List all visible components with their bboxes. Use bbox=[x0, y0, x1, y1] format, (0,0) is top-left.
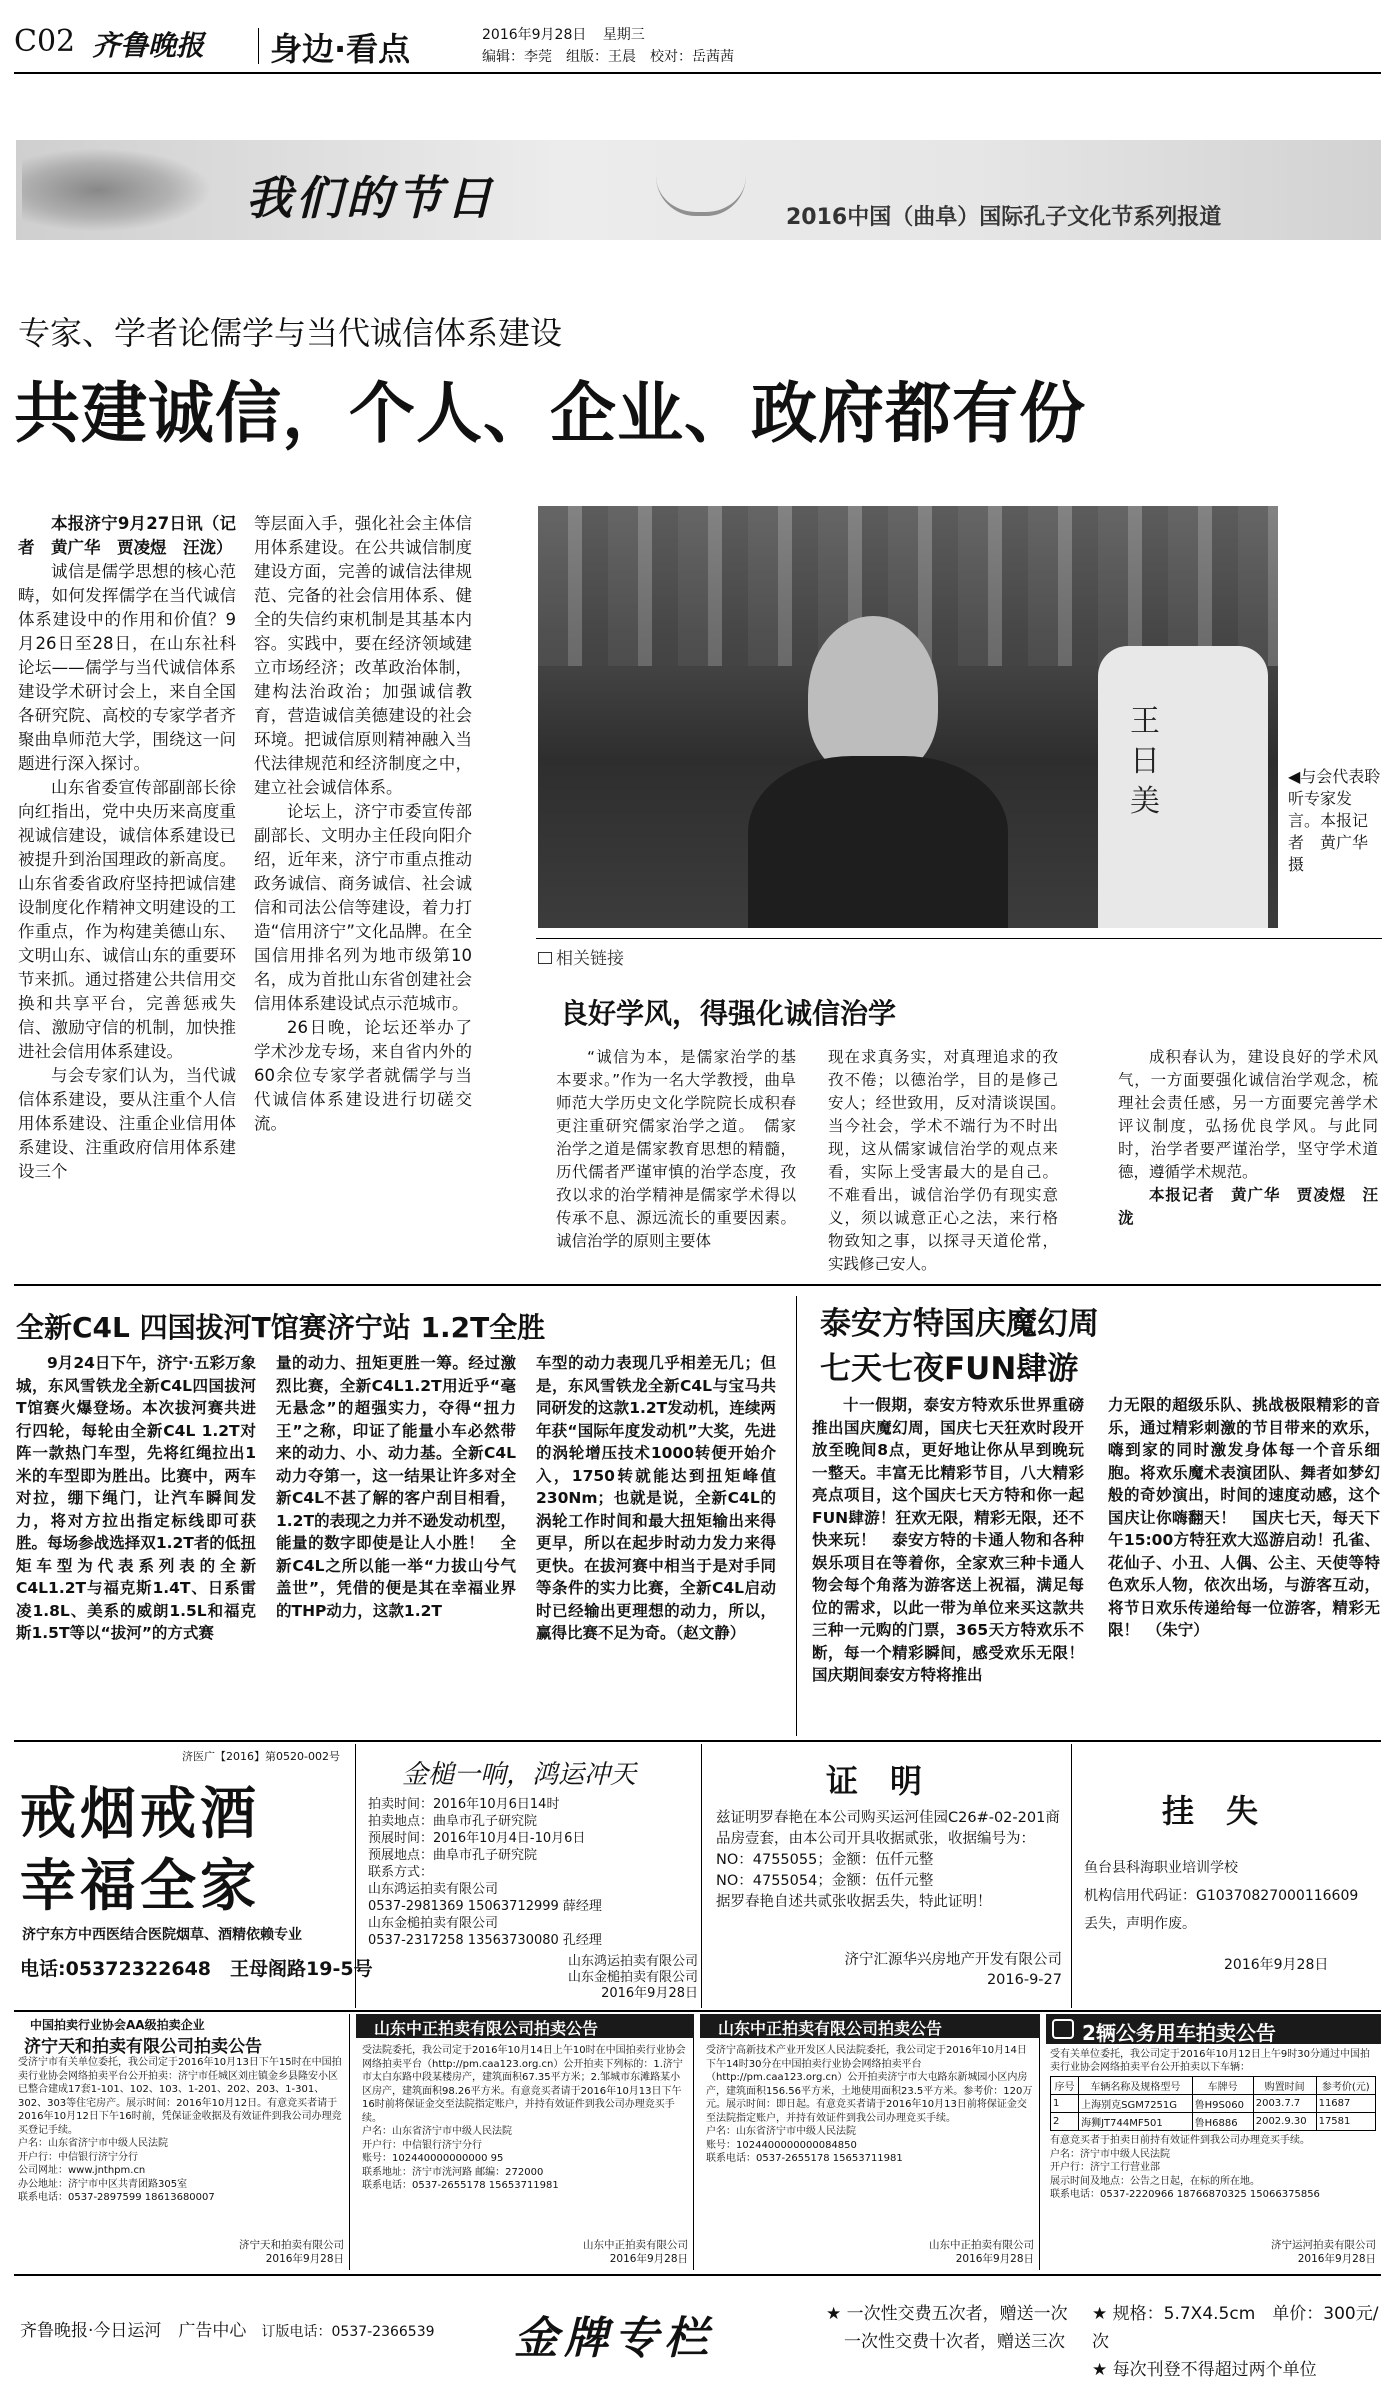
ad-sign: 济宁汇源华兴房地产开发有限公司 2016-9-27 bbox=[844, 1952, 1062, 1988]
weekday-text: 星期三 bbox=[602, 27, 645, 43]
auction-tianhe bbox=[14, 2014, 350, 2270]
vehicle-table-header: 参考价(元) bbox=[1316, 2077, 1375, 2095]
lead-headline: 共建诚信，个人、企业、政府都有份 bbox=[14, 375, 1086, 452]
sidebar-column-1: “诚信为本，是儒家治学的基本要求。”作为一名大学教授，曲阜师范大学历史文化学院院长成积春更注重研究儒家治学之道。 儒家治学之道是儒家教育思想的精髓，历代儒者严谨审慎的治学态度，孜孜以求的治学精神是儒家学术得以传承不息、源远流长的重要因素。诚信治学的原则主要体 bbox=[556, 1048, 796, 1250]
table-row bbox=[1051, 2113, 1376, 2131]
ad-auction-hammer bbox=[362, 1744, 702, 2008]
section-title: 身边·看点 bbox=[270, 30, 411, 68]
photo-chair-cover bbox=[1098, 646, 1268, 928]
footer bbox=[14, 2280, 1381, 2380]
table-cell: 鲁H6886 bbox=[1192, 2113, 1253, 2131]
chariot-art bbox=[656, 166, 746, 216]
lead-column-2 bbox=[254, 512, 472, 1136]
car-icon bbox=[1052, 2019, 1074, 2039]
auction-sign: 山东中正拍卖有限公司 2016年9月28日 bbox=[583, 2239, 688, 2265]
lead-column-1 bbox=[18, 512, 236, 1184]
sidebar-paragraph: 成积春认为，建设良好的学术风气，一方面要强化诚信治学观念，梳理社会责任感，另一方面要完善学术评议制度，弘扬优良学风。与此同时，治学者要严谨治学，坚守学术道德，遵循学术规范。 bbox=[1118, 1048, 1378, 1181]
table-cell: 1 bbox=[1051, 2095, 1079, 2113]
auction-body: 受法院委托，我公司定于2016年10月14日上午10时在中国拍卖行业协会网络拍卖平台（http://pm.caa123.org.cn）公开拍卖下列标的：1.济宁市太白东路中段某楼房产，建筑面积67.35平方米；2.邹城市东滩路某小区房产，建筑面积98.26平方米。有意竞买者请于2016年10月13日下午16时前将保证金交至法院指定账户，并持有效证件到我公司办理竞买手续。 户名：山东省济宁市中级人民法院 开户行：中信银行济宁分行 账号：102440000000000 95 联系地址：济宁市洸河路 邮编：272000 联系电话：0537-2655178 15653711981 bbox=[362, 2045, 686, 2191]
news2-headline-line: 七天七夜FUN肆游 bbox=[820, 1351, 1079, 1387]
lead-paragraph: 诚信是儒学思想的核心范畴，如何发挥儒学在当代诚信体系建设中的作用和价值？9月26日至28日，在山东社科论坛——儒学与当代诚信体系建设学术研讨会上，来自全国各研究院、高校的专家学者齐聚曲阜师范大学，围绕这一问题进行深入探讨。 bbox=[18, 562, 236, 773]
footer-phone: 订版电话：0537-2366539 bbox=[261, 2324, 435, 2340]
ad-title: 戒烟戒酒 bbox=[20, 1782, 260, 1847]
paper-logo: 齐鲁晚报 bbox=[92, 29, 205, 62]
table-cell: 11687 bbox=[1316, 2095, 1375, 2113]
auction-title-bar bbox=[700, 2014, 1040, 2038]
news1-column: 车型的动力表现几乎相差无几；但是，东风雪铁龙全新C4L与宝马共同研发的这款1.2T发动机，连续两年获“国际年度发动机”大奖，先进的涡轮增压技术1000转便开始介入，1750转就能达到扭矩峰值230Nm；也就是说，全新C4L的涡轮工作时间和最大扭矩输出来得更早，所以在起步时动力发力来得更快。在拔河赛中相当于是对手同等条件的实力比赛，全新C4L启动时已经输出更理想的动力，所以，赢得比赛不足为奇。（赵文静） bbox=[536, 1354, 776, 1642]
auction-sign: 济宁天和拍卖有限公司 2016年9月28日 bbox=[239, 2239, 344, 2265]
auction-head: 中国拍卖行业协会AA级拍卖企业 bbox=[30, 2018, 205, 2032]
photo-caption: ◀与会代表聆听专家发言。本报记者 黄广华 摄 bbox=[1288, 767, 1385, 874]
lead-paragraph: 与会专家们认为，当代诚信体系建设，要从注重个人信用体系建设、注重企业信用体系建设、注重政府信用体系建设三个 bbox=[18, 1066, 236, 1181]
news2-headline-line: 泰安方特国庆魔幻周 bbox=[820, 1306, 1099, 1342]
auction-title: 济宁天和拍卖有限公司拍卖公告 bbox=[24, 2037, 262, 2057]
footer-left bbox=[20, 2316, 435, 2341]
issue-date bbox=[482, 24, 645, 44]
banner-title: 我们的节日 bbox=[246, 171, 496, 225]
auction-title: 2辆公务用车拍卖公告 bbox=[1082, 2021, 1276, 2045]
auction-vehicles bbox=[1046, 2014, 1381, 2270]
auction-title-bar bbox=[1046, 2014, 1381, 2044]
ad-sign: 山东鸿运拍卖有限公司 山东金槌拍卖有限公司 2016年9月28日 bbox=[567, 1954, 698, 2001]
spec-line: ★ 规格：5.7X4.5cm 单价：300元/次 bbox=[1092, 2304, 1379, 2352]
ad-org: 济宁东方中西医结合医院烟草、酒精依赖专业 bbox=[22, 1927, 302, 1943]
lead-kicker: 专家、学者论儒学与当代诚信体系建设 bbox=[18, 314, 563, 352]
news2-column: 十一假期，泰安方特欢乐世界重磅推出国庆魔幻周，国庆七天狂欢时段开放至晚间8点，更好地让你从早到晚玩一整天。丰富无比精彩节目，八大精彩亮点项目，这个国庆七天方特和你一起FUN肆游！狂欢无限，精彩无限，还不快来玩！ 泰安方特的卡通人物和各种娱乐项目在等着你，全家欢三种卡通人物会每个角落为游客送上祝福，满足每位的需求，以此一带为单位来买这款共三种一元购的门票，365天方特欢乐不断，每一个精彩瞬间，感受欢乐无限！ 国庆期间泰安方特将推出 bbox=[812, 1396, 1100, 1684]
photo-name-tag: 王日美 bbox=[1130, 704, 1160, 819]
lead-paragraph: 26日晚，论坛还举办了学术沙龙专场，来自省内外的60余位专家学者就儒学与当代诚信体系建设进行切磋交流。 bbox=[254, 1018, 472, 1133]
auction-title: 山东中正拍卖有限公司拍卖公告 bbox=[374, 2019, 599, 2038]
auction-title-bar bbox=[356, 2014, 694, 2038]
auction-body: 受济宁高新技术产业开发区人民法院委托，我公司定于2016年10月14日下午14时30分在中国拍卖行业协会网络拍卖平台（http://pm.caa123.org.cn）公开拍卖济宁市大屯路东新城园小区内房产，建筑面积156.56平方米，土地使用面积23.5平方米。参考价：120万元。展示时间：即日起。有意竞买者请于2016年10月13日前将保证金交至法院指定账户，并持有效证件到我公司办理竞买手续。 户名：山东省济宁市中级人民法院 账号：1024400000000084850 联系电话：0537-2655178 15653711981 bbox=[706, 2045, 1033, 2164]
news1-column: 9月24日下午，济宁·五彩万象城，东风雪铁龙全新C4L四国拔河T馆赛火爆登场。本次拔河赛共进行四轮，每轮由全新C4L 1.2T对阵一款热门车型，先将红绳拉出1米的车型即为胜出。比赛中，两车对拉，绷下绳门，让汽车瞬间发力，将对方拉出指定标线即可获胜。每场参战选择双1.2T者的低扭矩车型为代表系列表的全新C4L1.2T与福克斯1.4T、日系雷凌1.8L、美系的威朗1.5L和福克斯1.5T等以“拔河”的方式赛 bbox=[16, 1354, 256, 1642]
lead-paragraph: 等层面入手，强化社会主体信用体系建设。在公共诚信制度建设方面，完善的诚信法律规范、完备的社会信用体系、健全的失信约束机制是其基本内容。实践中，要在经济领域建立市场经济；改革政治体制，建构法治政治；加强诚信教育，营造诚信美德建设的社会环境。把诚信原则精神融入当代法律规范和经济制度之中，建立社会诚信体系。 bbox=[254, 514, 472, 797]
related-tag bbox=[538, 944, 624, 969]
lead-paragraph: 山东省委宣传部副部长徐向红指出，党中央历来高度重视诚信建设，诚信体系建设已被提升到治国理政的新高度。山东省委省政府坚持把诚信建设制度化作精神文明建设的工作重点，作为构建美德山东、文明山东、诚信山东的重要环节来抓。通过搭建公共信用交换和共享平台，完善惩戒失信、激励守信的机制，加快推进社会信用体系建设。 bbox=[18, 778, 236, 1061]
table-cell: 17581 bbox=[1316, 2113, 1375, 2131]
auction-intro: 受有关单位委托，我公司定于2016年10月12日上午9时30分通过中国拍卖行业协会网络拍卖平台公开拍卖以下车辆： bbox=[1050, 2049, 1370, 2073]
ad-body: 鱼台县科海职业培训学校 机构信用代码证：G10370827000116609 丢失，声明作废。 bbox=[1084, 1860, 1359, 1932]
news1-column: 量的动力、扭矩更胜一筹。经过激烈比赛，全新C4L1.2T用近乎“毫无悬念”的超强实力，夺得“扭力王”之称，印证了能量小车必然带来的动力、小、动力基。全新C4L动力夺第一，这一结果让许多对全新C4L不甚了解的客户刮目相看，1.2T的表现之力并不逊发动机型，能量的数字即使是让人小胜！ 全新C4L之所以能一举“力拔山兮气盖世”，凭借的便是其在幸福业界的THP动力，这款1.2T bbox=[276, 1354, 516, 1620]
ad-license-no: 济医广【2016】第0520-002号 bbox=[182, 1750, 340, 1763]
ad-title: 证 明 bbox=[826, 1762, 923, 1800]
spec-line: ★ 每次刊登不得超过两个单位 bbox=[1092, 2360, 1317, 2380]
sidebar-byline: 本报记者 黄广华 贾凌煜 汪泷 bbox=[1118, 1186, 1378, 1227]
ad-body: 拍卖时间：2016年10月6日14时 拍卖地点：曲阜市孔子研究院 预展时间：2016年10月4日-10月6日 预展地点：曲阜市孔子研究院 联系方式： 山东鸿运拍卖有限公司 0537-2981369 15063712999 薛经理 山东金槌拍卖有限公司 0537-2317258 13563730080 孔经理 bbox=[368, 1797, 602, 1948]
brush-art bbox=[22, 148, 212, 232]
auction-body: 有意竞买者于拍卖日前持有效证件到我公司办理竞买手续。 户名：济宁市中级人民法院 开户行：济宁工行营业部 展示时间及地点：公告之日起，在标的所在地。 联系电话：0537-2220966 18766870325 15066375856 bbox=[1050, 2135, 1320, 2200]
photo-body bbox=[748, 756, 1008, 928]
ad-phone: 电话:05372322648 王母阁路19-5号 bbox=[20, 1958, 373, 1980]
vehicle-table bbox=[1050, 2076, 1376, 2131]
auction-sign: 济宁运河拍卖有限公司 2016年9月28日 bbox=[1271, 2239, 1376, 2265]
date-text: 2016年9月28日 bbox=[482, 27, 587, 43]
table-cell: 海狮JT744MF501 bbox=[1079, 2113, 1193, 2131]
vehicle-table-header: 车牌号 bbox=[1192, 2077, 1253, 2095]
footer-spec bbox=[1092, 2300, 1381, 2384]
banner-subtitle: 2016中国（曲阜）国际孔子文化节系列报道 bbox=[786, 205, 1222, 230]
table-cell: 鲁H9S060 bbox=[1192, 2095, 1253, 2113]
table-row bbox=[1051, 2095, 1376, 2113]
table-cell: 2002.9.30 bbox=[1253, 2113, 1316, 2131]
table-cell: 2 bbox=[1051, 2113, 1079, 2131]
footer-logo: 金牌专栏 bbox=[514, 2313, 714, 2364]
table-cell: 2003.7.7 bbox=[1253, 2095, 1316, 2113]
masthead bbox=[0, 0, 1395, 72]
auction-zhongzheng-1 bbox=[356, 2014, 694, 2270]
vehicle-table-header: 购置时间 bbox=[1253, 2077, 1316, 2095]
related-tag-label: 相关链接 bbox=[556, 949, 624, 969]
sidebar-column-2: 现在求真务实，对真理追求的孜孜不倦；以德治学，目的是修己安人；经世致用，反对清谈误国。 当今社会，学术不端行为不时出现，这从儒家诚信治学的观点来看，实际上受害最大的是自己。不难看出，诚信治学仍有现实意义，须以诚意正心之法，来行格物致知之事，以探寻天道伦常，实践修己安人。 bbox=[828, 1048, 1074, 1273]
ad-body: 兹证明罗春艳在本公司购买运河佳园C26#-02-201商品房壹套，由本公司开具收据贰张，收据编号为： NO：4755055；金额：伍仟元整 NO：4755054；金额：伍仟元整 据罗春艳自述共贰张收据丢失，特此证明！ bbox=[716, 1810, 1060, 1910]
lead-byline: 本报济宁9月27日讯（记者 黄广华 贾凌煜 汪泷） bbox=[18, 514, 236, 557]
editor-line: 编辑：李莞 组版：王晨 校对：岳茜茜 bbox=[482, 49, 734, 65]
ad-title: 幸福全家 bbox=[20, 1854, 260, 1919]
auction-zhongzheng-2 bbox=[700, 2014, 1040, 2270]
ad-title: 挂 失 bbox=[1162, 1792, 1259, 1830]
news2-column: 力无限的超级乐队、挑战极限精彩的音乐，通过精彩刺激的节目带来的欢乐，嗨到家的同时激发身体每一个音乐细胞。将欢乐魔术表演团队、舞者如梦幻般的奇妙演出，时间的速度动感，这个国庆让你嗨翻天！ 国庆七天，每天下午15:00方特狂欢大巡游启动！孔雀、花仙子、小丑、人偶、公主、天使等特色欢乐人物，依次出场，与游客互动，将节日欢乐传递给每一位游客，精彩无限！ （朱宁） bbox=[1108, 1396, 1380, 1639]
lead-paragraph: 论坛上，济宁市委宣传部副部长、文明办主任段向阳介绍，近年来，济宁市重点推动政务诚信、商务诚信、社会诚信和司法公信等建设，着力打造“信用济宁”文化品牌。在全国信用排名列为地市级第10名，成为首批山东省创建社会信用体系建设试点示范城市。 bbox=[254, 802, 472, 1013]
ad-quit-smoking bbox=[14, 1744, 373, 2008]
vehicle-table-header: 车辆名称及规格型号 bbox=[1079, 2077, 1193, 2095]
sidebar-column-3 bbox=[1118, 1046, 1378, 1230]
vehicle-table-head bbox=[1051, 2077, 1376, 2095]
promo-line: 一次性交费十次者，赠送三次 bbox=[844, 2332, 1065, 2352]
sidebar-headline: 良好学风，得强化诚信治学 bbox=[560, 997, 897, 1030]
footer-brand: 齐鲁晚报·今日运河 广告中心 bbox=[20, 2321, 247, 2341]
ad-title: 金槌一响，鸿运冲天 bbox=[402, 1760, 637, 1790]
footer-promo bbox=[826, 2300, 1068, 2356]
related-icon bbox=[538, 952, 552, 964]
auction-body: 受济宁市有关单位委托，我公司定于2016年10月13日下午15时在中国拍卖行业协会网络拍卖平台公开拍卖：济宁市任城区刘庄镇金乡县隆安小区已整合建成17套1-101、102、103、1-201、202、203、1-301、302、303等住宅房产。展示时间：2016年10月12日。有意竞买者请于2016年10月12日下午16时前，凭保证金收据及有效证件到我公司办理竞买登记手续。 户名：山东省济宁市中级人民法院 开户行：中信银行济宁分行 公司网址：www.jnthpm.cn 办公地址：济宁市中区共青团路305室 联系电话：0537-2897599 18613680007 bbox=[18, 2057, 342, 2203]
auction-sign: 山东中正拍卖有限公司 2016年9月28日 bbox=[929, 2239, 1034, 2265]
news2-headline bbox=[820, 1298, 1099, 1388]
ad-certificate bbox=[708, 1744, 1072, 2008]
promo-line: ★ 一次性交费五次者，赠送一次 bbox=[826, 2304, 1068, 2324]
table-cell: 上海别克SGM7251G bbox=[1079, 2095, 1193, 2113]
ad-date: 2016年9月28日 bbox=[1224, 1957, 1329, 1973]
page-number: C02 bbox=[14, 24, 76, 59]
vehicle-table-header: 序号 bbox=[1051, 2077, 1079, 2095]
photo-woman bbox=[808, 616, 938, 776]
festival-banner bbox=[16, 140, 1381, 240]
auction-title: 山东中正拍卖有限公司拍卖公告 bbox=[718, 2019, 943, 2038]
lead-photo bbox=[538, 506, 1278, 928]
ad-lost-notice bbox=[1078, 1744, 1381, 2008]
news1-headline: 全新C4L 四国拔河T馆赛济宁站 1.2T全胜 bbox=[16, 1311, 546, 1344]
